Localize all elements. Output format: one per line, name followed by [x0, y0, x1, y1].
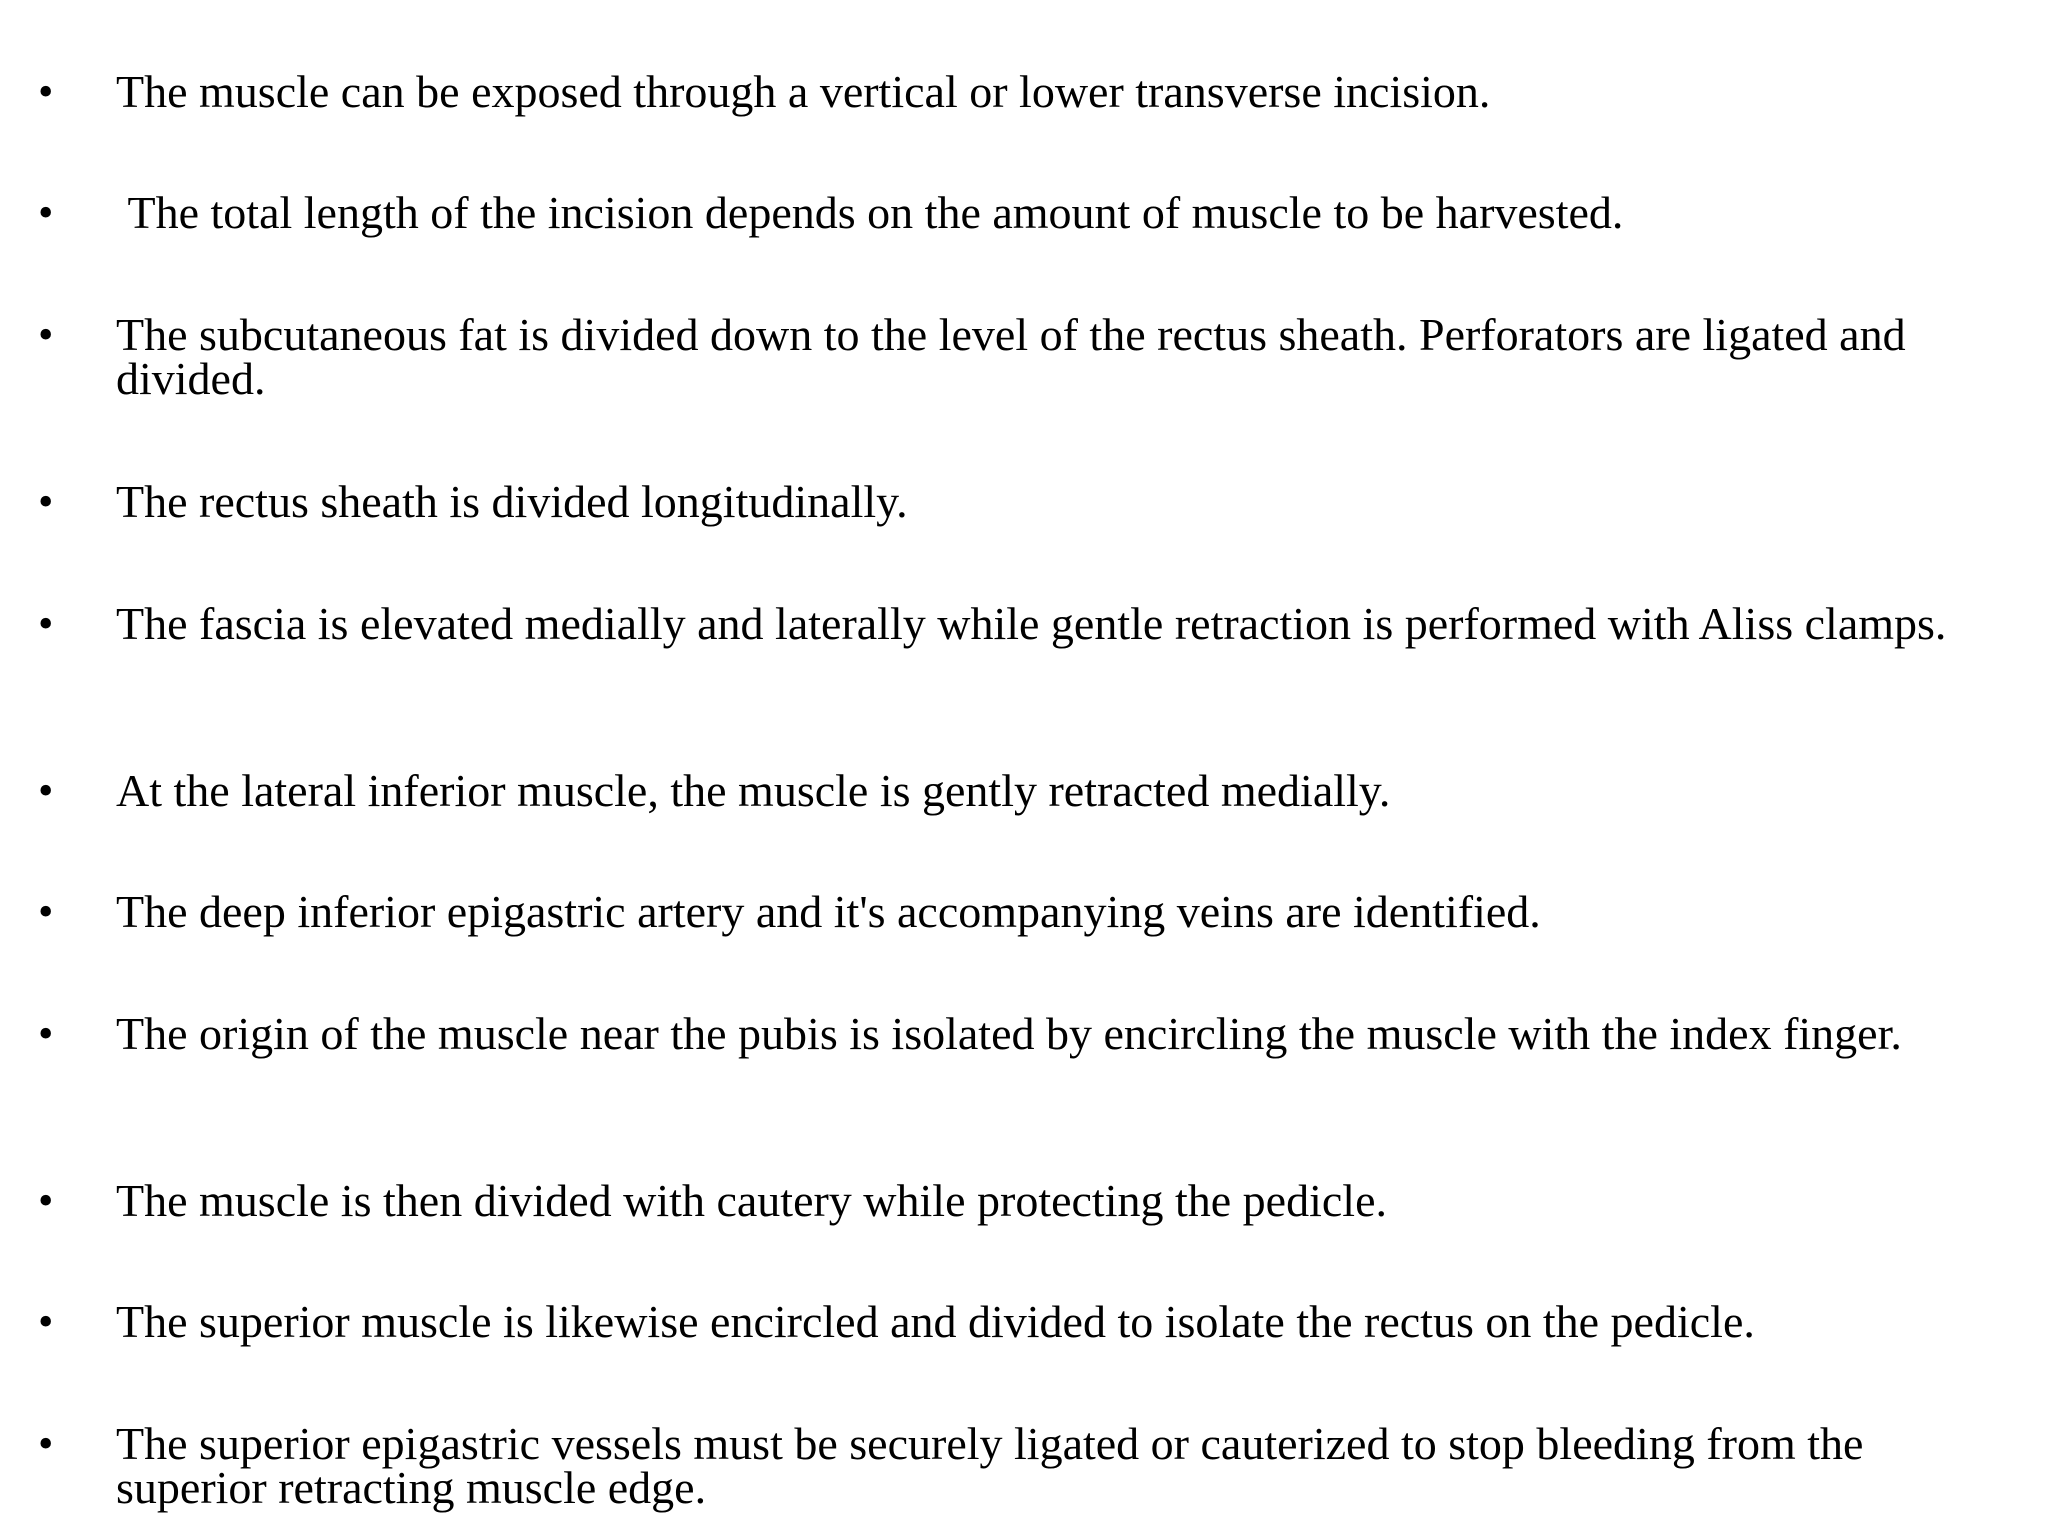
bullet-text: The muscle can be exposed through a vertical or lower transverse incision.: [116, 66, 1491, 117]
bullet-icon: •: [38, 310, 54, 359]
bullet-text: The muscle is then divided with cautery while protecting the pedicle.: [116, 1175, 1387, 1226]
bullet-icon: •: [38, 766, 54, 815]
bullet-text: The superior muscle is likewise encircled and divided to isolate the rectus on the pedicle.: [116, 1296, 1755, 1347]
bullet-text: The superior epigastric vessels must be securely ligated or cauterized to stop bleeding from the superior retracting muscle edge.: [116, 1418, 1875, 1513]
bullet-text: The subcutaneous fat is divided down to the level of the rectus sheath. Perforators are ligated and divided.: [116, 309, 1918, 404]
bullet-text: The origin of the muscle near the pubis is isolated by encircling the muscle with the index finger.: [116, 1008, 1902, 1059]
bullet-text: The total length of the incision depends on the amount of muscle to be harvested.: [116, 187, 1624, 238]
bullet-icon: •: [38, 188, 54, 237]
bullet-icon: •: [38, 1297, 54, 1346]
bullet-text: The fascia is elevated medially and laterally while gentle retraction is performed with Aliss clamps.: [116, 598, 1947, 649]
bullet-icon: •: [38, 599, 54, 648]
bullet-icon: •: [38, 1009, 54, 1058]
bullet-icon: •: [38, 477, 54, 526]
bullet-icon: •: [38, 887, 54, 936]
bullet-icon: •: [38, 67, 54, 116]
bullet-text: The rectus sheath is divided longitudinally.: [116, 476, 908, 527]
bullet-text: The deep inferior epigastric artery and it's accompanying veins are identified.: [116, 886, 1541, 937]
bullet-icon: •: [38, 1176, 54, 1225]
bullet-icon: •: [38, 1419, 54, 1468]
bullet-text: At the lateral inferior muscle, the muscle is gently retracted medially.: [116, 765, 1391, 816]
